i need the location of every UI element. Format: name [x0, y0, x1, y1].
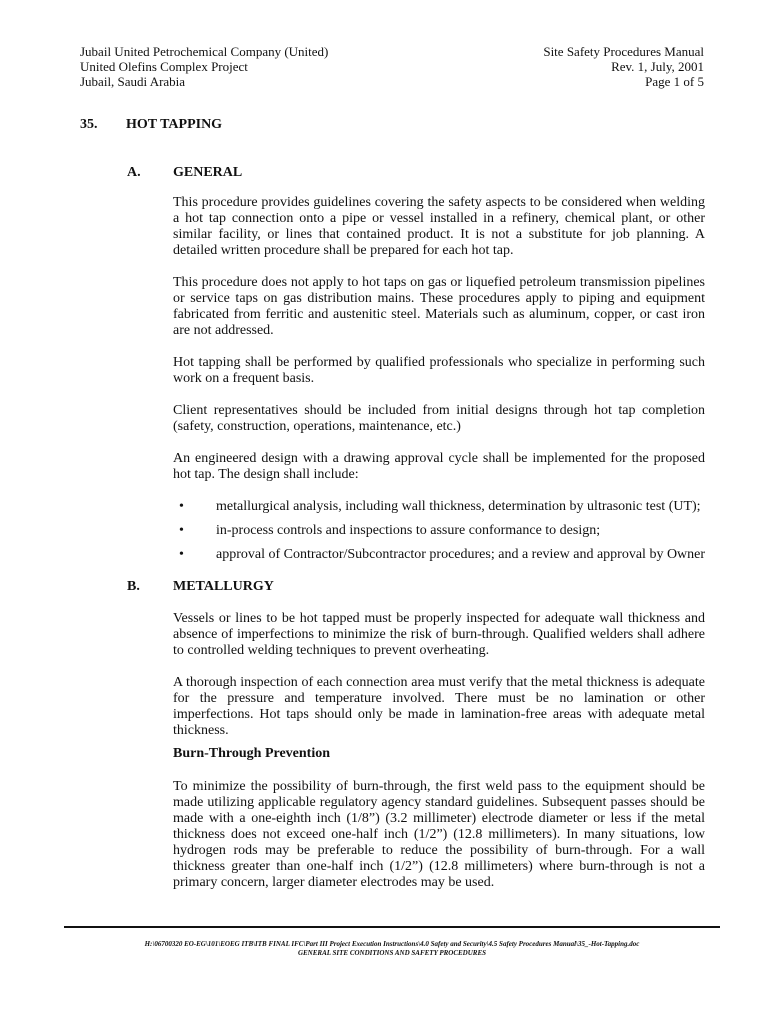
list-item — [173, 499, 705, 523]
subsection-title: METALLURGY — [173, 579, 274, 594]
manual-title: Site Safety Procedures Manual — [543, 44, 704, 59]
list-item — [173, 523, 705, 547]
list-item-text: in-process controls and inspections to assure conformance to design; — [216, 523, 601, 538]
paragraph: This procedure does not apply to hot taps on gas or liquefied petroleum transmission pipelines or service taps on gas distribution mains. These procedures apply to piping and equipment fabricated from ferritic and austenitic steel. Materials such as aluminum, copper, or cast iron are not addressed. — [173, 275, 705, 338]
footer — [64, 940, 720, 958]
header-right — [543, 44, 704, 89]
section-heading — [80, 117, 222, 133]
paragraph: This procedure provides guidelines covering the safety aspects to be considered when welding a hot tap connection onto a pipe or vessel installed in a refinery, chemical plant, or other similar facility, or lines that contained product. It is not a substitute for job planning. A detailed written procedure shall be prepared for each hot tap. — [173, 195, 705, 258]
paragraph: An engineered design with a drawing approval cycle shall be implemented for the proposed hot tap. The design shall include: — [173, 451, 705, 482]
design-requirements-list — [173, 499, 705, 571]
file-path: H:\06700320 EO-EG\101\EOEG ITB\ITB FINAL IFC\Part III Project Execution Instructions\4.0 Safety and Security\4.5 Safety Procedures Manual\35_-Hot-Tapping.doc — [144, 940, 640, 948]
bullet-icon: • — [179, 499, 184, 514]
section-number: 35. — [80, 117, 98, 132]
company-name: Jubail United Petrochemical Company (United) — [80, 44, 329, 59]
page-number: Page 1 of 5 — [645, 74, 704, 89]
paragraph: Hot tapping shall be performed by qualified professionals who specialize in performing such work on a frequent basis. — [173, 355, 705, 386]
header-left — [80, 44, 328, 89]
list-item — [173, 547, 705, 571]
section-title: HOT TAPPING — [126, 117, 223, 132]
subsection-title: GENERAL — [173, 165, 243, 180]
paragraph: To minimize the possibility of burn-through, the first weld pass to the equipment should be made utilizing applicable regulatory agency standard guidelines. Subsequent passes should be made with a one-eighth inch (1/8”) (3.2 millimeter) electrode diameter or less if the metal thickness does not exceed one-half inch (1/2”) (12.8 millimeters). In many situations, low hydrogen rods may be preferable to reduce the possibility of burn-through. For a wall thickness greater than one-half inch (1/2”) (12.8 millimeters) where burn-through is not a primary concern, larger diameter electrodes may be used. — [173, 779, 705, 890]
location: Jubail, Saudi Arabia — [80, 74, 186, 89]
subsection-letter: B. — [127, 579, 140, 594]
bullet-icon: • — [179, 523, 184, 538]
list-item-text: approval of Contractor/Subcontractor procedures; and a review and approval by Owner — [216, 547, 706, 562]
bullet-icon: • — [179, 547, 184, 562]
subsection-heading-general — [127, 165, 242, 181]
list-item-text: metallurgical analysis, including wall thickness, determination by ultrasonic test (UT); — [216, 499, 701, 514]
subsection-heading-metallurgy — [127, 579, 274, 595]
project-name: United Olefins Complex Project — [80, 59, 248, 74]
footer-subtitle: GENERAL SITE CONDITIONS AND SAFETY PROCEDURES — [297, 949, 487, 957]
revision: Rev. 1, July, 2001 — [611, 59, 704, 74]
paragraph: Vessels or lines to be hot tapped must be properly inspected for adequate wall thickness and absence of imperfections to minimize the risk of burn-through. Qualified welders shall adhere to controlled welding techniques to prevent overheating. — [173, 611, 705, 658]
footer-rule — [64, 926, 720, 928]
paragraph: A thorough inspection of each connection area must verify that the metal thickness is adequate for the pressure and temperature involved. There must be no lamination or other imperfections. Hot taps should only be made in lamination-free areas with adequate metal thickness. — [173, 675, 705, 738]
paragraph: Client representatives should be included from initial designs through hot tap completion (safety, construction, operations, maintenance, etc.) — [173, 403, 705, 434]
subsection-letter: A. — [127, 165, 141, 180]
burn-through-heading: Burn-Through Prevention — [173, 746, 331, 761]
